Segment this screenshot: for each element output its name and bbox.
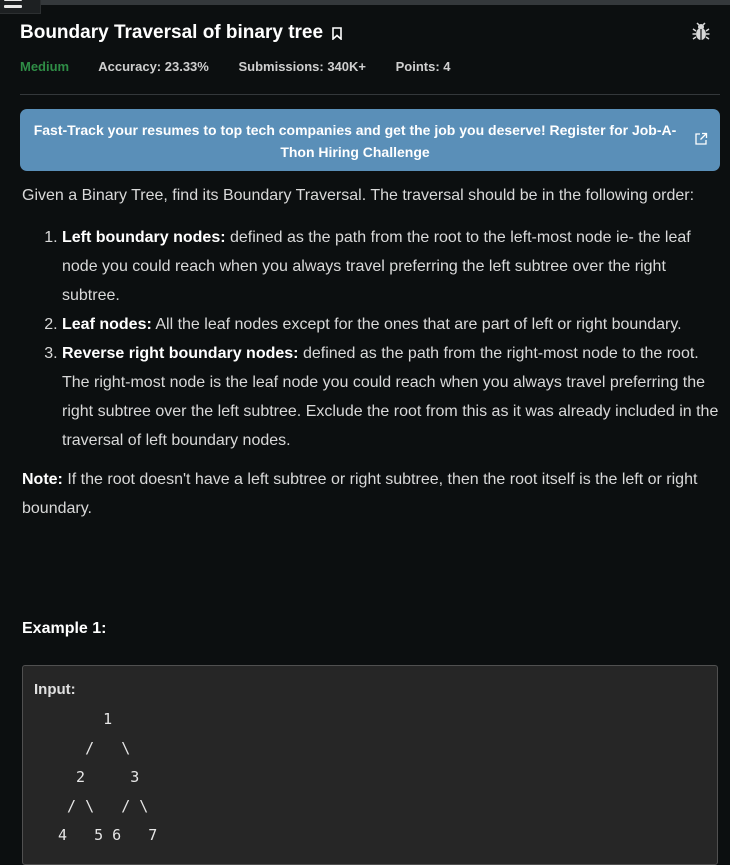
example-box <box>22 665 718 865</box>
item-label: Left boundary nodes: <box>62 229 226 246</box>
note-paragraph <box>22 465 722 523</box>
bug-icon[interactable] <box>692 22 710 42</box>
points-label: Points: 4 <box>395 59 451 74</box>
problem-intro: Given a Binary Tree, find its Boundary Traversal. The traversal should be in the following order: <box>22 187 695 204</box>
item-label: Reverse right boundary nodes: <box>62 345 299 362</box>
promo-banner[interactable] <box>20 109 720 171</box>
problem-statement <box>22 182 722 523</box>
problem-title: Boundary Traversal of binary tree <box>20 22 324 43</box>
item-text: defined as the path from the right-most node to the root. The right-most node is the leaf node you could reach when you always travel preferring the right subtree over the left subtree. Exclude the root from this as it was already included in the traversal of left boundary nodes. <box>62 345 719 449</box>
problem-meta <box>20 59 477 74</box>
menu-button[interactable] <box>0 0 41 14</box>
note-text: If the root doesn't have a left subtree or right subtree, then the root itself is the left or right boundary. <box>22 471 698 517</box>
divider <box>20 94 720 95</box>
title-row <box>20 20 710 46</box>
item-text: defined as the path from the root to the left-most node ie- the leaf node you could reach when you always travel preferring the left subtree over the right subtree. <box>62 229 691 304</box>
example-title: Example 1: <box>22 620 107 637</box>
external-link-icon[interactable] <box>694 132 708 146</box>
item-label: Leaf nodes: <box>62 316 152 333</box>
bookmark-icon[interactable] <box>332 27 342 40</box>
list-item <box>62 339 722 455</box>
traversal-order-list <box>22 223 722 455</box>
example-tree: 1 / \ 2 3 / \ / \ 4 5 6 7 <box>58 710 158 844</box>
item-text: All the leaf nodes except for the ones that are part of left or right boundary. <box>151 316 682 333</box>
list-item <box>62 310 722 339</box>
list-item <box>62 223 722 310</box>
banner-text: Fast-Track your resumes to top tech companies and get the job you deserve! Register for Job-A-Thon Hiring Challenge <box>33 122 677 160</box>
submissions-label: Submissions: 340K+ <box>238 59 366 74</box>
top-bar <box>0 0 730 5</box>
note-label: Note: <box>22 471 63 488</box>
difficulty-label: Medium <box>20 59 70 74</box>
input-label: Input: <box>34 681 76 698</box>
accuracy-label: Accuracy: 23.33% <box>98 59 209 74</box>
